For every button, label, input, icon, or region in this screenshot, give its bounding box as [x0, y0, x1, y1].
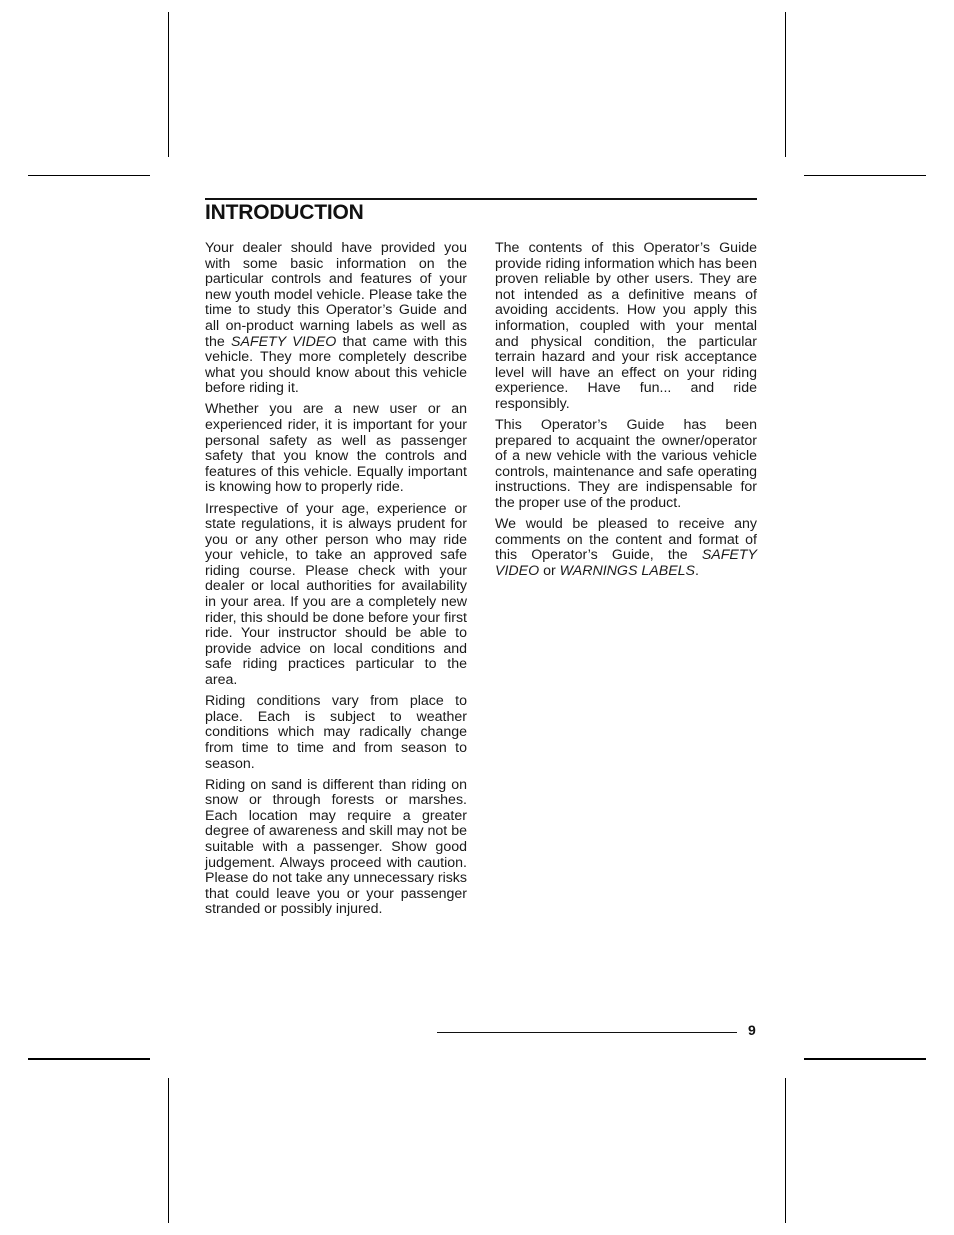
paragraph: Riding conditions vary from place to place. Each is subject to weather conditions which may radically change from time to time and from season to season. [205, 693, 467, 772]
crop-mark-top-right-vertical [785, 12, 786, 157]
paragraph: Whether you are a new user or an experienced rider, it is important for your personal safety as well as passenger safety that you know the controls and features of this vehicle. Equally important is knowing how to properly ride. [205, 401, 467, 496]
right-column [495, 241, 757, 585]
paragraph: We would be pleased to receive any comments on the content and format of this Operator’s Guide, the SAFETY VIDEO or WARNINGS LABELS. [495, 516, 757, 579]
crop-mark-top-left-horizontal [28, 175, 150, 176]
paragraph: Your dealer should have provided you with some basic information on the particular controls and features of your new youth model vehicle. Please take the time to study this Operator’s Guide and all on-product warning labels as well as the SAFETY VIDEO that came with this vehicle. They more completely describe what you should know about this vehicle before riding it. [205, 240, 467, 397]
page-title: INTRODUCTION [205, 201, 364, 224]
footer-rule [437, 1032, 737, 1033]
crop-mark-bottom-right-vertical [785, 1078, 786, 1223]
crop-mark-bottom-left-vertical [168, 1078, 169, 1223]
crop-mark-top-right-horizontal [804, 175, 926, 176]
paragraph: This Operator’s Guide has been prepared to acquaint the owner/operator of a new vehicle with the various vehicle controls, maintenance and safe operating instructions. They are indispensable for the proper use of the product. [495, 417, 757, 511]
crop-mark-bottom-left-horizontal [28, 1058, 150, 1060]
page-number: 9 [748, 1022, 756, 1038]
crop-mark-bottom-right-horizontal [804, 1058, 926, 1060]
paragraph: Riding on sand is different than riding on snow or through forests or marshes. Each location may require a greater degree of awareness and skill may not be suitable with a passenger. Show good judgement. Always proceed with caution. Please do not take any unnecessary risks that could leave you or your passenger stranded or possibly injured. [205, 776, 467, 918]
left-column [205, 241, 467, 923]
paragraph: Irrespective of your age, experience or state regulations, it is always prudent for you or any other person who may ride your vehicle, to take an approved safe riding course. Please check with your dealer or local authorities for availability in your area. If you are a completely new rider, this should be done before your first ride. Your instructor should be able to provide advice on local conditions and safe riding practices particular to the area. [205, 500, 467, 689]
crop-mark-top-left-vertical [168, 12, 169, 157]
paragraph: The contents of this Operator’s Guide provide riding information which has been proven reliable by other users. They are not intended as a definitive means of avoiding accidents. How you apply this information, coupled with your mental and physical condition, the particular terrain hazard and your risk acceptance level will have an effect on your riding experience. Have fun... and ride responsibly. [495, 240, 757, 412]
